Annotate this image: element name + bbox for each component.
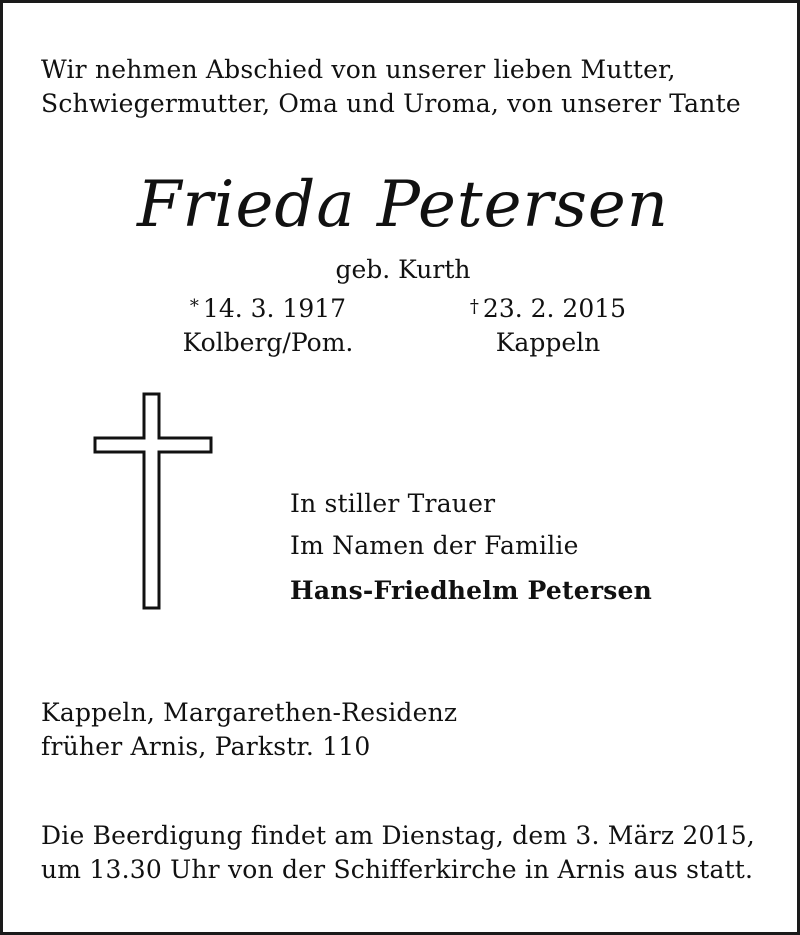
- born-name: geb. Kurth: [335, 255, 471, 284]
- cross-icon: [93, 392, 213, 610]
- intro-text: [41, 53, 741, 121]
- funeral-line: um 13.30 Uhr von der Schifferkirche in Arnis aus statt.: [41, 855, 754, 884]
- address-line: Kappeln, Margarethen-Residenz: [41, 698, 458, 727]
- birth-date-line: [163, 290, 373, 326]
- address-line: früher Arnis, Parkstr. 110: [41, 732, 371, 761]
- deceased-name: Frieda Petersen: [137, 168, 669, 242]
- mourning-line: Im Namen der Familie: [290, 531, 579, 560]
- death-symbol: †: [469, 296, 479, 317]
- death-date: 23. 2. 2015: [482, 294, 627, 323]
- birth-info: [163, 290, 373, 360]
- funeral-info: [41, 819, 755, 887]
- birth-symbol: *: [189, 296, 199, 317]
- birth-date: 14. 3. 1917: [202, 294, 347, 323]
- death-info: [443, 290, 653, 360]
- intro-line: Wir nehmen Abschied von unserer lieben Mutter,: [41, 55, 676, 84]
- signer-name: Hans-Friedhelm Petersen: [290, 576, 652, 605]
- mourning-line: In stiller Trauer: [290, 489, 496, 518]
- birth-place: Kolberg/Pom.: [182, 328, 354, 357]
- death-date-line: [443, 290, 653, 326]
- death-place: Kappeln: [495, 328, 601, 357]
- mourning-text: [290, 483, 579, 567]
- intro-line: Schwiegermutter, Oma und Uroma, von unserer Tante: [41, 89, 741, 118]
- funeral-line: Die Beerdigung findet am Dienstag, dem 3. März 2015,: [41, 821, 755, 850]
- address-block: [41, 696, 457, 764]
